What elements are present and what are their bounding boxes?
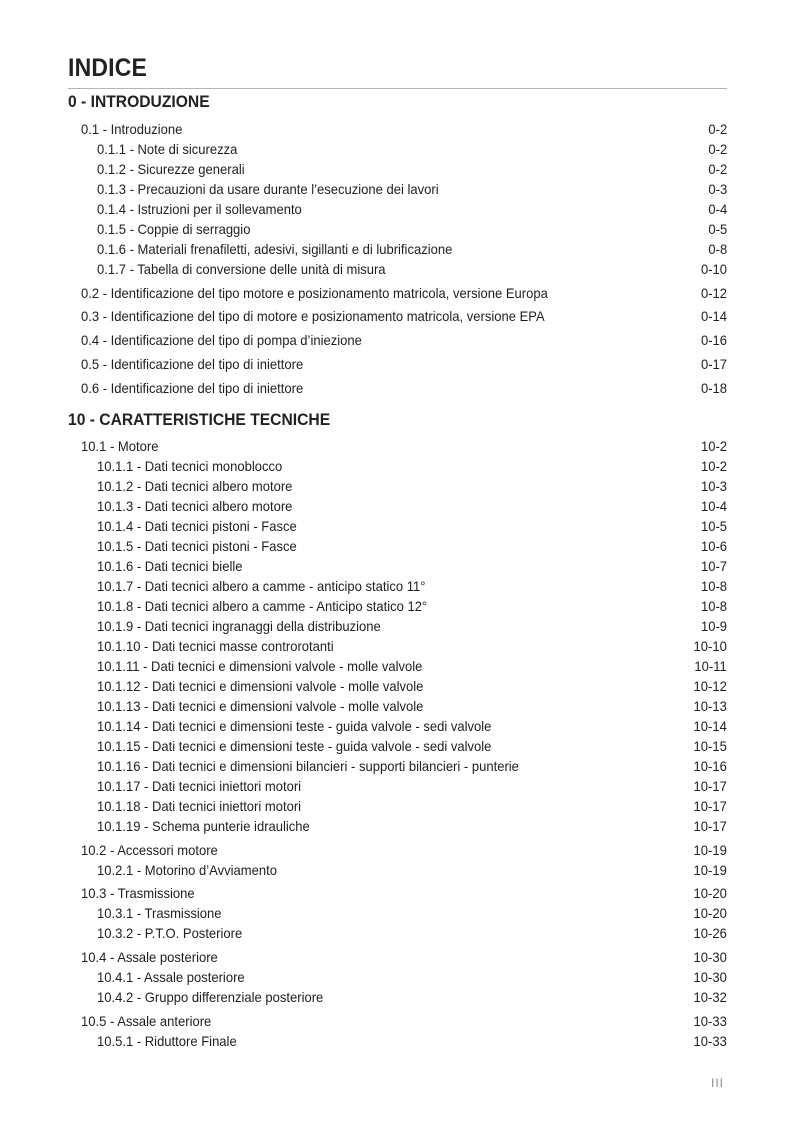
toc-entry-page: 0-2: [708, 141, 727, 157]
toc-entry-page: 10-8: [700, 578, 727, 594]
toc-subentry[interactable]: [97, 576, 727, 596]
toc-subentry[interactable]: [97, 239, 727, 259]
toc-entry-label: 0.1 - Introduzione: [81, 121, 183, 137]
toc-entry-page: 10-7: [700, 558, 727, 574]
toc-subentry[interactable]: [97, 556, 727, 576]
toc-entry-page: 10-6: [700, 538, 727, 554]
toc-entry-page: 10-2: [700, 458, 727, 474]
toc-entry-label: 0.3 - Identificazione del tipo di motore e posizionamento matricola, versione EPA: [81, 308, 545, 324]
toc-subentry[interactable]: [97, 159, 727, 179]
toc-entry-label: 10.1.11 - Dati tecnici e dimensioni valvole - molle valvole: [97, 658, 423, 674]
toc-entry-page: 10-33: [693, 1033, 727, 1049]
toc-entry-page: 10-17: [693, 778, 727, 794]
toc-entry[interactable]: [81, 436, 727, 456]
toc-entry-label: 10.2 - Accessori motore: [81, 842, 218, 858]
toc-entry-label: 10.3.1 - Trasmissione: [97, 905, 222, 921]
toc-entry-label: 10.5 - Assale anteriore: [81, 1013, 212, 1029]
toc-subentry[interactable]: [97, 456, 727, 476]
toc-entry[interactable]: [81, 283, 727, 303]
toc-entry-page: 10-32: [693, 989, 727, 1005]
toc-entry-page: 10-19: [693, 842, 727, 858]
toc-entry-label: 0.2 - Identificazione del tipo motore e posizionamento matricola, versione Europa: [81, 285, 548, 301]
toc-entry-label: 10.1 - Motore: [81, 438, 159, 454]
toc-entry-page: 0-10: [700, 261, 727, 277]
section-heading: 0 - INTRODUZIONE: [68, 92, 210, 111]
toc-entry-label: 10.1.5 - Dati tecnici pistoni - Fasce: [97, 538, 297, 554]
toc-entry-page: 0-12: [700, 285, 727, 301]
toc-entry-page: 10-11: [694, 658, 727, 674]
toc-entry-label: 10.2.1 - Motorino d’Avviamento: [97, 862, 277, 878]
toc-entry-page: 10-30: [693, 949, 727, 965]
toc-entry[interactable]: [81, 354, 727, 374]
toc-entry-label: 10.1.13 - Dati tecnici e dimensioni valvole - molle valvole: [97, 698, 424, 714]
toc-subentry[interactable]: [97, 923, 727, 943]
toc-subentry[interactable]: [97, 860, 727, 880]
toc-entry-label: 0.1.1 - Note di sicurezza: [97, 141, 238, 157]
toc-subentry[interactable]: [97, 259, 727, 279]
toc-entry-page: 10-26: [693, 925, 727, 941]
toc-subentry[interactable]: [97, 816, 727, 836]
toc-subentry[interactable]: [97, 796, 727, 816]
toc-entry-page: 10-19: [693, 862, 727, 878]
toc-entry[interactable]: [81, 947, 727, 967]
toc-entry-page: 10-10: [693, 638, 727, 654]
toc-entry-label: 10.1.9 - Dati tecnici ingranaggi della distribuzione: [97, 618, 381, 634]
toc-subentry[interactable]: [97, 987, 727, 1007]
toc-subentry[interactable]: [97, 967, 727, 987]
toc-entry-page: 0-16: [700, 332, 727, 348]
toc-subentry[interactable]: [97, 179, 727, 199]
toc-entry-label: 10.4 - Assale posteriore: [81, 949, 218, 965]
toc-subentry[interactable]: [97, 496, 727, 516]
toc-subentry[interactable]: [97, 616, 727, 636]
toc-entry-label: 10.1.19 - Schema punterie idrauliche: [97, 818, 310, 834]
toc-subentry[interactable]: [97, 636, 727, 656]
toc-subentry[interactable]: [97, 756, 727, 776]
toc-subentry[interactable]: [97, 656, 727, 676]
toc-entry-label: 10.1.1 - Dati tecnici monoblocco: [97, 458, 283, 474]
title-divider: [68, 88, 727, 89]
toc-entry-page: 10-9: [700, 618, 727, 634]
toc-entry-label: 0.5 - Identificazione del tipo di iniettore: [81, 356, 304, 372]
toc-entry-page: 10-17: [693, 798, 727, 814]
toc-subentry[interactable]: [97, 903, 727, 923]
toc-entry-label: 0.1.5 - Coppie di serraggio: [97, 221, 251, 237]
toc-entry-page: 0-4: [708, 201, 727, 217]
toc-entry-page: 0-8: [708, 241, 727, 257]
toc-subentry[interactable]: [97, 776, 727, 796]
toc-subentry[interactable]: [97, 536, 727, 556]
toc-entry-page: 10-20: [693, 885, 727, 901]
toc-entry-label: 10.1.3 - Dati tecnici albero motore: [97, 498, 293, 514]
toc-entry-page: 0-17: [700, 356, 727, 372]
toc-subentry[interactable]: [97, 676, 727, 696]
toc-entry-label: 10.5.1 - Riduttore Finale: [97, 1033, 237, 1049]
page-title: INDICE: [68, 54, 148, 82]
toc-entry[interactable]: [81, 330, 727, 350]
toc-entry-page: 0-2: [708, 121, 727, 137]
toc-entry-label: 10.1.17 - Dati tecnici iniettori motori: [97, 778, 302, 794]
toc-subentry[interactable]: [97, 476, 727, 496]
toc-entry-page: 10-20: [693, 905, 727, 921]
toc-subentry[interactable]: [97, 696, 727, 716]
toc-entry-page: 0-5: [708, 221, 727, 237]
toc-entry-label: 10.1.18 - Dati tecnici iniettori motori: [97, 798, 302, 814]
toc-subentry[interactable]: [97, 716, 727, 736]
toc-subentry[interactable]: [97, 219, 727, 239]
toc-entry-page: 10-3: [700, 478, 727, 494]
toc-entry[interactable]: [81, 378, 727, 398]
toc-entry-label: 10.3 - Trasmissione: [81, 885, 195, 901]
toc-entry[interactable]: [81, 1011, 727, 1031]
toc-entry[interactable]: [81, 306, 727, 326]
toc-entry-page: 10-15: [693, 738, 727, 754]
toc-entry-page: 0-14: [700, 308, 727, 324]
toc-entry-label: 0.6 - Identificazione del tipo di iniettore: [81, 380, 304, 396]
toc-entry-page: 10-4: [700, 498, 727, 514]
toc-entry-page: 10-30: [693, 969, 727, 985]
toc-entry-label: 0.1.6 - Materiali frenafiletti, adesivi, sigillanti e di lubrificazione: [97, 241, 453, 257]
toc-entry-page: 10-13: [693, 698, 727, 714]
toc-entry[interactable]: [81, 119, 727, 139]
section-heading: 10 - CARATTERISTICHE TECNICHE: [68, 410, 331, 429]
toc-entry-label: 10.4.1 - Assale posteriore: [97, 969, 245, 985]
toc-entry-label: 10.1.4 - Dati tecnici pistoni - Fasce: [97, 518, 297, 534]
page-number: III: [710, 1076, 724, 1090]
toc-entry-label: 10.3.2 - P.T.O. Posteriore: [97, 925, 243, 941]
toc-entry-label: 10.1.8 - Dati tecnici albero a camme - Anticipo statico 12°: [97, 598, 428, 614]
toc-entry-label: 0.1.3 - Precauzioni da usare durante l’esecuzione dei lavori: [97, 181, 439, 197]
toc-entry-label: 0.4 - Identificazione del tipo di pompa d’iniezione: [81, 332, 362, 348]
toc-entry-label: 10.1.15 - Dati tecnici e dimensioni teste - guida valvole - sedi valvole: [97, 738, 492, 754]
toc-entry-page: 0-3: [708, 181, 727, 197]
toc-entry-label: 10.1.6 - Dati tecnici bielle: [97, 558, 243, 574]
toc-entry-label: 10.1.16 - Dati tecnici e dimensioni bilancieri - supporti bilancieri - punterie: [97, 758, 519, 774]
toc-entry-page: 0-18: [700, 380, 727, 396]
toc-subentry[interactable]: [97, 596, 727, 616]
toc-entry-page: 10-17: [693, 818, 727, 834]
toc-entry-page: 10-16: [693, 758, 727, 774]
toc-subentry[interactable]: [97, 139, 727, 159]
toc-subentry[interactable]: [97, 199, 727, 219]
toc-entry-label: 10.1.7 - Dati tecnici albero a camme - anticipo statico 11°: [97, 578, 426, 594]
toc-subentry[interactable]: [97, 516, 727, 536]
toc-entry-page: 0-2: [708, 161, 727, 177]
toc-entry-page: 10-5: [700, 518, 727, 534]
toc-entry[interactable]: [81, 840, 727, 860]
toc-entry-label: 10.1.14 - Dati tecnici e dimensioni teste - guida valvole - sedi valvole: [97, 718, 492, 734]
toc-entry-label: 0.1.4 - Istruzioni per il sollevamento: [97, 201, 302, 217]
toc-subentry[interactable]: [97, 1031, 727, 1051]
toc-entry-page: 10-33: [693, 1013, 727, 1029]
toc-entry-label: 10.1.2 - Dati tecnici albero motore: [97, 478, 293, 494]
toc-entry-page: 10-12: [693, 678, 727, 694]
toc-entry-page: 10-2: [700, 438, 727, 454]
toc-entry-label: 0.1.7 - Tabella di conversione delle unità di misura: [97, 261, 386, 277]
toc-entry-page: 10-14: [693, 718, 727, 734]
toc-entry-label: 10.1.10 - Dati tecnici masse controrotanti: [97, 638, 334, 654]
toc-subentry[interactable]: [97, 736, 727, 756]
toc-entry-label: 10.1.12 - Dati tecnici e dimensioni valvole - molle valvole: [97, 678, 424, 694]
toc-entry-label: 0.1.2 - Sicurezze generali: [97, 161, 245, 177]
toc-entry-label: 10.4.2 - Gruppo differenziale posteriore: [97, 989, 324, 1005]
toc-entry[interactable]: [81, 883, 727, 903]
toc-entry-page: 10-8: [700, 598, 727, 614]
